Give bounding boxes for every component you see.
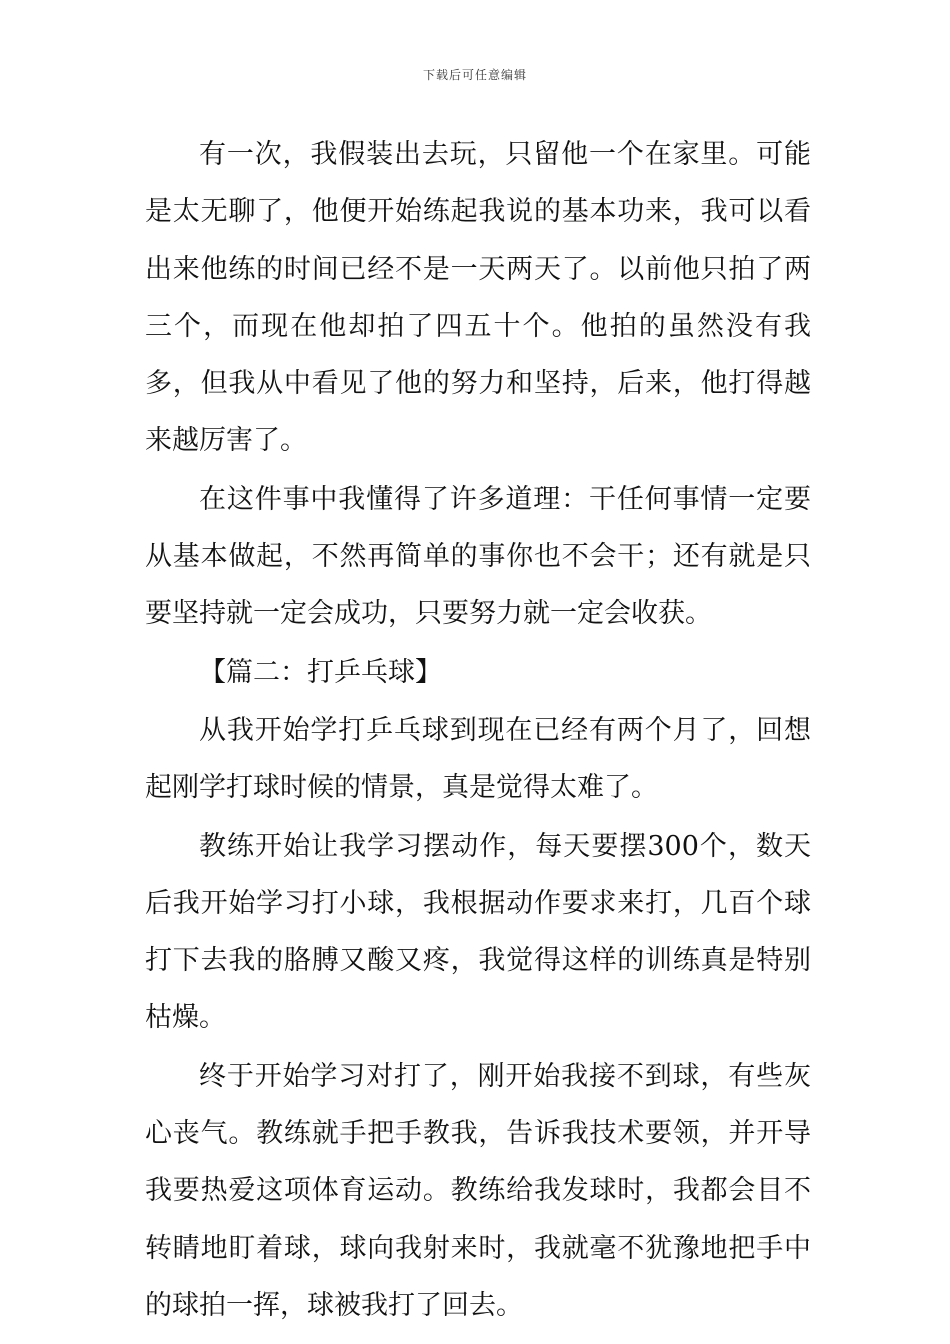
- paragraph-2: 在这件事中我懂得了许多道理：干任何事情一定要从基本做起，不然再简单的事你也不会干；还有就是只要坚持就一定会成功，只要努力就一定会收获。: [145, 483, 811, 630]
- paragraph-5: 终于开始学习对打了，刚开始我接不到球，有些灰心丧气。教练就手把手教我，告诉我技术要领，并开导我要热爱这项体育运动。教练给我发球时，我都会目不转睛地盯着球，球向我射来时，我就毫不犹豫地把手中的球拍一挥，球被我打了回去。: [145, 1060, 811, 1321]
- paragraph-1: 有一次，我假装出去玩，只留他一个在家里。可能是太无聊了，他便开始练起我说的基本功来，我可以看出来他练的时间已经不是一天两天了。以前他只拍了两三个，而现在他却拍了四五十个。他拍的虽然没有我多，但我从中看见了他的努力和坚持，后来，他打得越来越厉害了。: [145, 139, 811, 457]
- document-body: [145, 126, 811, 1334]
- section-heading: 【篇二：打乒乓球】: [199, 656, 442, 688]
- paragraph-3: 从我开始学打乒乓球到现在已经有两个月了，回想起刚学打球时候的情景，真是觉得太难了。: [145, 714, 811, 804]
- page-header-note: 下载后可任意编辑: [422, 68, 527, 82]
- paragraph-4: 教练开始让我学习摆动作，每天要摆300个，数天后我开始学习打小球，我根据动作要求来打，几百个球打下去我的胳膊又酸又疼，我觉得这样的训练真是特别枯燥。: [145, 830, 811, 1034]
